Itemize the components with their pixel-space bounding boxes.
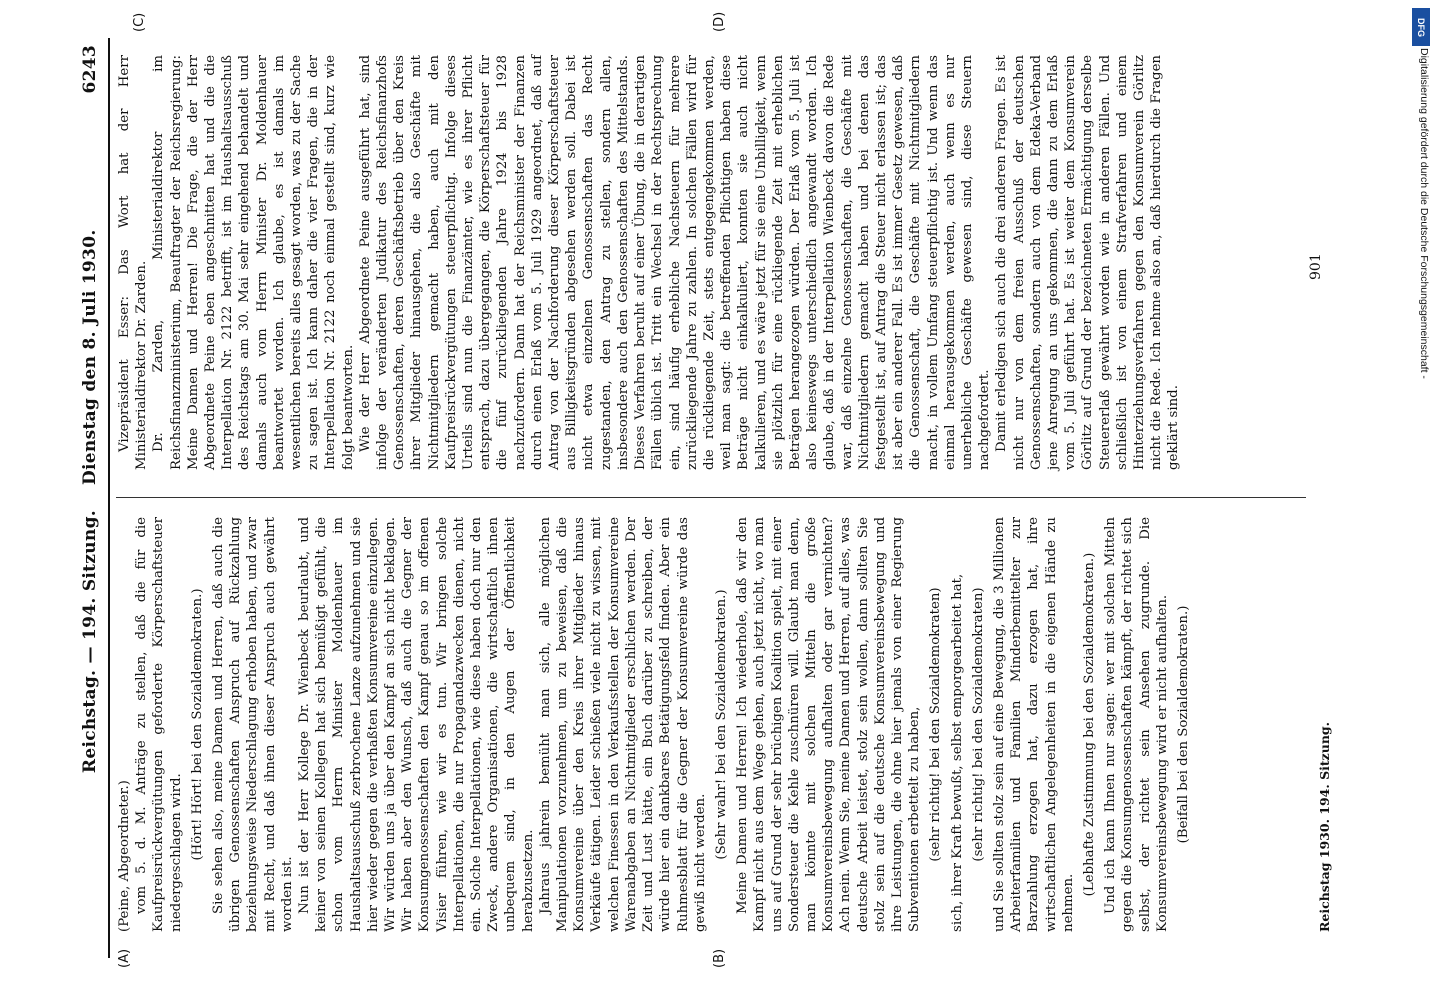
page-number: 6243 (80, 45, 100, 94)
margin-mark-a: (A) (117, 948, 132, 968)
header-right (80, 45, 106, 485)
paragraph: Sie sehen also, meine Damen und Herren, daß auch die übrigen Genossenschaften Anspruch auf Rückzahlung beziehungsweise Niederschlagung erhoben haben, und zwar mit Recht, und daß ihnen dieser Anspruch auch gewährt worden ist. (211, 517, 295, 932)
paragraph: und Sie sollten stolz sein auf eine Bewegung, die 3 Millionen Arbeiterfamilien und Familien Minderbemittelter zur Barzahlung erzogen hat, dazu erzogen hat, ihre wirtschaftlichen Angelegenheiten in die eigenen Hände zu nehmen. (991, 517, 1076, 932)
margin-mark-b: (B) (712, 948, 727, 968)
interjection: (Sehr wahr! bei den Sozialdemokraten.) (713, 589, 729, 860)
footer-left: Reichstag 1930. 194. Sitzung. (1317, 722, 1332, 932)
margin-mark-c: (C) (132, 12, 147, 32)
interjection: (sehr richtig! bei den Sozialdemokraten) (970, 587, 986, 862)
interjection: (Beifall bei den Sozialdemokraten.) (1175, 605, 1191, 844)
header-date: Dienstag den 8. Juli 1930. (80, 229, 100, 485)
paragraph: Nun ist der Herr Kollege Dr. Wienbeck beurlaubt, und keiner von seinen Kollegen hat sich bemüßigt gefühlt, die schon vom Herrn Minister Moldenhauer im Haushaltsausschuß zerbrochene Lanze aufzunehmen und sie hier wieder gegen die verhaßten Konsumvereine einzulegen. Wir würden uns ja über den Kampf an sich nicht beklagen. Wir haben aber den Wunsch, daß auch die Gegner der Konsumgenossenschaften den Kampf genau so im offenen Visier führen, wie wir es tun. Wir bringen solche Interpellationen, die nur Propagandazwecken dienen, nicht ein. Solche Interpellationen, wie diese haben doch nur den Zweck, andere Organisationen, die wirtschaftlich ihnen unbequem sind, in den Augen der Öffentlichkeit herabzusetzen. (297, 517, 536, 932)
interjection: (sehr richtig! bei den Sozialdemokraten) (928, 587, 944, 862)
paragraph: Wie der Herr Abgeordnete Peine ausgeführt hat, sind infolge der veränderten Judikatur des Reichsfinanzhofs Genossenschaften, deren Geschäftsbetrieb über den Kreis ihrer Mitglieder hinausgehen, die also Geschäfte mit Nichtmitgliedern gemacht haben, auch mit den Kaufpreisrückvergütungen steuerpflichtig. Infolge dieses Urteils sind nun die Finanzämter, wie es ihrer Pflicht entsprach, dazu übergegangen, die Körperschaftsteuer für die fünf zurückliegenden Jahre 1924 bis 1928 nachzufordern. Dann hat der Reichsminister der Finanzen durch einen Erlaß vom 5. Juli 1929 angeordnet, daß auf Antrag von der Nachforderung dieser Körperschaftsteuer aus Billigkeitsgründen abgesehen werden soll. Dabei ist nicht etwa einzelnen Genossenschaften das Recht zugestanden, den Antrag zu stellen, sondern allen, insbesondere auch den Genossenschaften des Mittelstands. Dieses Verfahren beruht auf einer Übung, die in derartigen Fällen üblich ist. Tritt ein Wechsel in der Rechtsprechung ein, sind häufig erhebliche Nachsteuern für mehrere zurückliegende Jahre zu zahlen. In solchen Fällen wird für die rückliegende Zeit, stets entgegengekommen werden, weil man sagt: die betreffenden Pflichtigen haben diese Beträge nicht einkalkuliert, konnten sie auch nicht kalkulieren, und es wäre jetzt für sie eine Unbilligkeit, wenn sie plötzlich für eine rückliegende Zeit mit erheblichen Beträgen herangezogen würden. Der Erlaß vom 5. Juli ist also keineswegs unterschiedlich angewandt worden. Ich glaube, daß in der Interpellation Wienbeck davon die Rede war, daß einzelne Genossenschaften, die Geschäfte mit Nichtmitgliedern gemacht haben und bei denen das festgestellt ist, auf Antrag die Steuer nicht erlassen ist; das ist aber ein anderer Fall. Es ist immer Gesetz gewesen, daß die Genossenschaft, die Geschäfte mit Nichtmitgliedern macht, in vollem Umfang steuerpflichtig ist. Und wenn das einmal herausgekommen werden, auch wenn es nur unerhebliche Geschäfte gewesen sind, diese Steuern nachgefordert. (357, 55, 993, 470)
paragraph: Damit erledigen sich auch die drei anderen Fragen. Es ist nicht nur von dem freien Ausschuß der deutschen Genossenschaften, sondern auch von dem Edeka-Verband jene Anregung an uns gekommen, die dann zu dem Erlaß vom 5. Juli geführt hat. Es ist weiter dem Konsumverein Görlitz auf Grund der bezeichneten Ermächtigung derselbe Steuererlaß gewährt worden wie in anderen Fällen. Und schließlich ist von einem Strafverfahren und einem Hinterziehungsverfahren gegen den Konsumverein Görlitz nicht die Rede. Ich nehme also an, daß hierdurch die Fragen geklärt sind. (994, 55, 1182, 470)
left-column (116, 517, 1196, 932)
paragraph: sich, ihrer Kraft bewußt, selbst emporgearbeitet hat, (949, 573, 965, 932)
right-column (116, 55, 1183, 470)
footer-right: 901 (1308, 253, 1324, 280)
paragraph: Und ich kann Ihnen nur sagen: wer mit solchen Mitteln gegen die Konsumgenossenschaften kämpft, der richtet sich selbst, der richtet sein Ansehen zugrunde. Die Konsumvereinsbewegung wird er nicht aufhalten. (1103, 517, 1170, 932)
header-rule (108, 38, 110, 958)
dfg-logo: DFG (1412, 8, 1430, 46)
paragraph: Vizepräsident Esser: Das Wort hat der Herr Ministerialdirektor Dr. Zarden. (117, 55, 150, 470)
paragraph: Dr. Zarden, Ministerialdirektor im Reichsfinanzministerium, Beauftragter der Reichsregierung: Meine Damen und Herren! Die Frage, die der Herr Abgeordnete Peine eben angeschnitten hat und die die Interpellation Nr. 2122 betrifft, ist im Haushaltsausschuß des Reichstags am 30. Mai sehr eingehend behandelt und damals auch vom Herrn Minister Dr. Moldenhauer beantwortet worden. Ich glaube, es ist damals im wesentlichen bereits alles gesagt worden, was zu der Sache zu sagen ist. Ich kann daher die vier Fragen, die in der Interpellation Nr. 2122 noch einmal gestellt sind, kurz wie folgt beantworten. (151, 55, 356, 470)
header-left: Reichstag. — 194. Sitzung. (80, 510, 100, 774)
rotated-document-page (72, 11, 1362, 980)
paragraph: vom 5. d. M. Anträge zu stellen, daß die für die Kaufpreisrückvergütungen geforderte Körperschaftsteuer niedergeschlagen wird. (134, 517, 184, 932)
margin-mark-d: (D) (712, 11, 727, 32)
speaker-label: (Peine, Abgeordneter.) (117, 780, 132, 932)
paragraph: Jahraus jahrein bemüht man sich, alle möglichen Manipulationen vorzunehmen, um zu beweisen, daß die Konsumvereine über den Kreis ihrer Mitglieder hinaus Verkäufe tätigen. Leider schießen viele nicht zu wissen, mit welchen Finessen in den Verkaufsstellen der Konsumvereine Warenabgaben an Nichtmitglieder erschlichen werden. Der Zeit und Lust hätte, ein Buch darüber zu schreiben, der würde hier ein dankbares Betätigungsfeld finden. Aber ein Ruhmesblatt für die Gegner der Konsumvereine würde das gewiß nicht werden. (537, 517, 708, 932)
dfg-credit-text: Digitalisierung gefördert durch die Deutsche Forschungsgemeinschaft - (1418, 48, 1430, 379)
dfg-side-strip (1410, 8, 1432, 648)
interjection: (Lebhafte Zustimmung bei den Sozialdemokraten.) (1081, 552, 1097, 897)
column-divider (116, 497, 1306, 498)
interjection: (Hört! Hört! bei den Sozialdemokraten.) (189, 588, 205, 861)
paragraph: Meine Damen und Herren! Ich wiederhole, daß wir den Kampf nicht aus dem Wege gehen, auch jetzt nicht, wo man uns auf Grund der sehr brüchigen Koalition spielt, mit einer Sondersteuer die Kehle zuschnüren will. Glaubt man denn, man könnte mit solchen Mitteln die große Konsumvereinsbewegung aufhalten oder gar vernichten? Ach nein. Wenn Sie, meine Damen und Herren, auf alles, was deutsche Arbeit leistet, stolz sein wollen, dann sollten Sie stolz sein auf die deutsche Konsumvereinsbewegung und ihre Leistungen, die ohne hier jemals von einer Regierung Subventionen erbettelt zu haben, (735, 517, 923, 932)
